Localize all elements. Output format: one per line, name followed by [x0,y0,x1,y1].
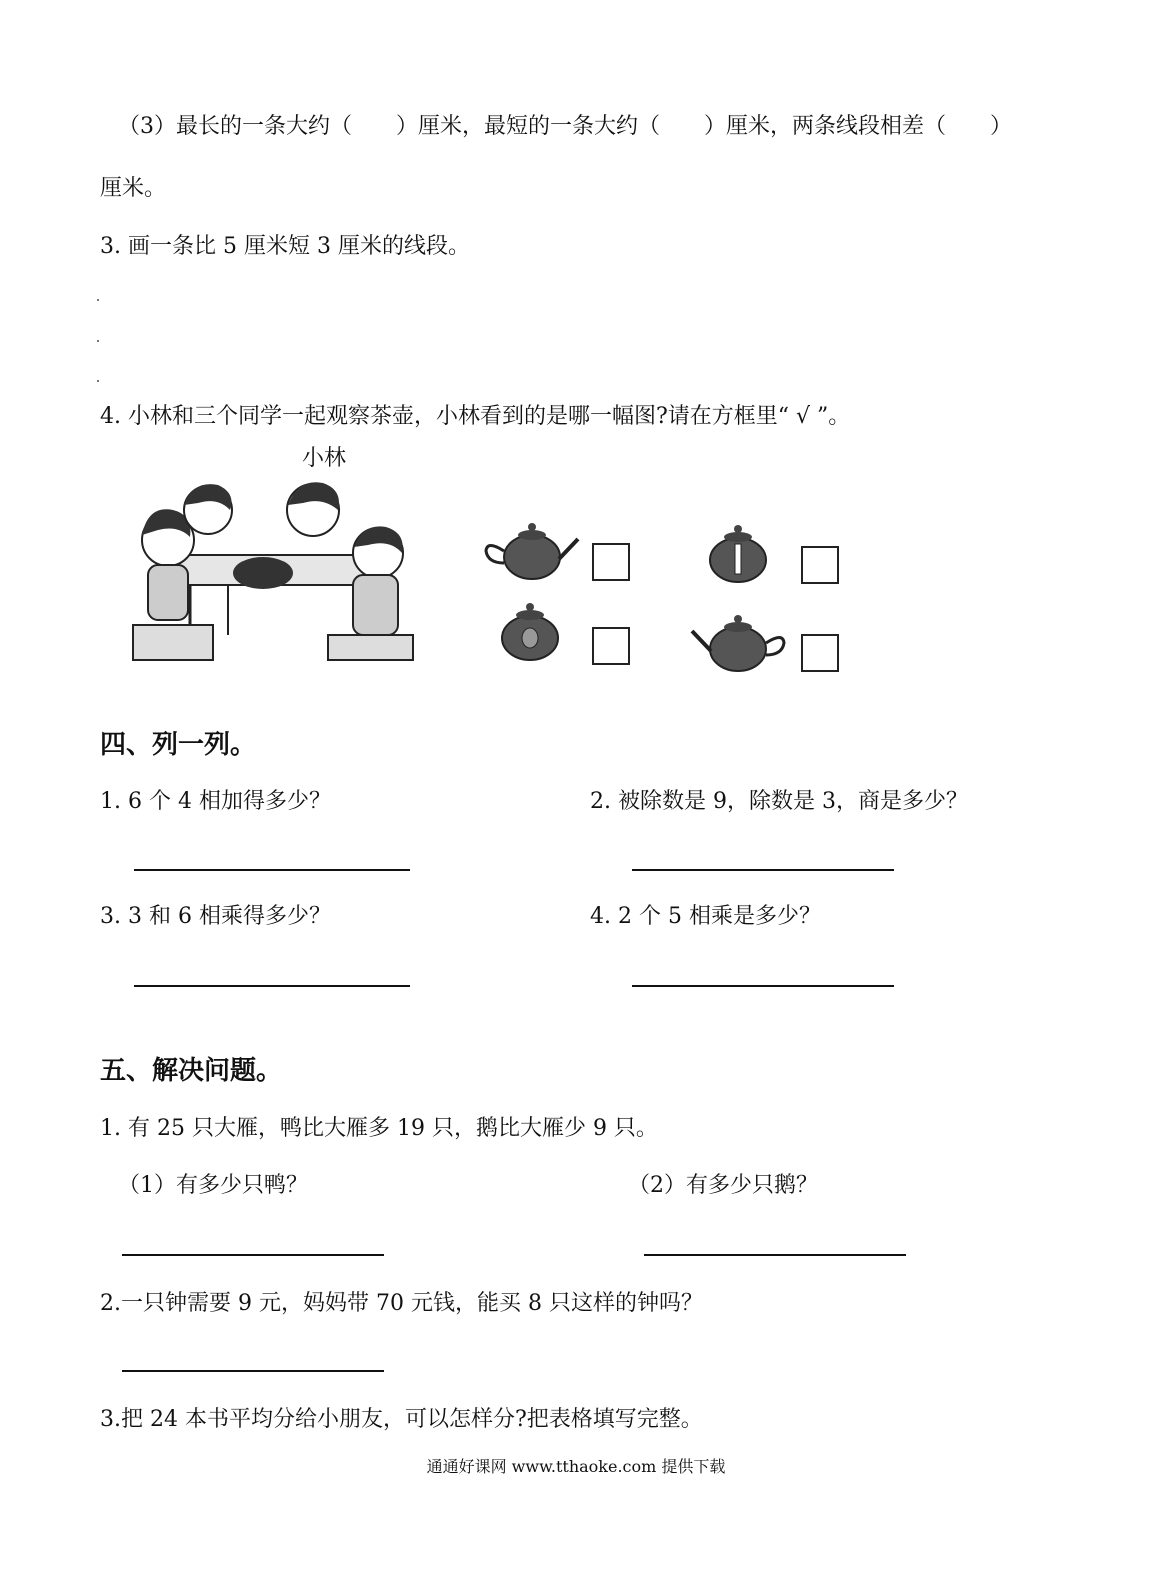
answer-line-4-2[interactable] [632,869,894,871]
section-4-item-2: 2. 被除数是 9，除数是 3，商是多少？ [590,789,968,814]
section-5-title: 五、解决问题。 [100,1056,283,1086]
checkbox-option-4[interactable] [801,634,839,672]
footer-source: 通通好课网 www.tthaoke.com 提供下载 [426,1457,726,1476]
xiaolin-label: 小林 [302,446,347,471]
teapot-side-view-option-4 [688,607,788,677]
section-5-question-1: 1. 有 25 只大雁，鸭比大雁多 19 只，鹅比大雁少 9 只。 [100,1116,658,1141]
answer-line-5-1-2[interactable] [644,1254,906,1256]
section-4-item-1: 1. 6 个 4 相加得多少？ [100,789,331,814]
teapot-front-view-option-3 [495,598,565,663]
question-3: 3. 画一条比 5 厘米短 3 厘米的线段。 [100,234,470,259]
answer-line-5-2[interactable] [122,1370,384,1372]
answer-line-4-3[interactable] [134,985,410,987]
answer-line-5-1-1[interactable] [122,1254,384,1256]
section-4-item-4: 4. 2 个 5 相乘是多少？ [590,904,821,929]
answer-line-4-1[interactable] [134,869,410,871]
children-table-illustration [128,475,418,665]
section-4-title: 四、列一列。 [100,730,257,760]
scan-dot [97,380,99,382]
checkbox-option-2[interactable] [801,546,839,584]
checkbox-option-1[interactable] [592,543,630,581]
teapot-side-view-option-1 [482,515,582,585]
checkbox-option-3[interactable] [592,627,630,665]
scan-dot [97,340,99,342]
question-2-3-line1: （3）最长的一条大约（ ）厘米，最短的一条大约（ ）厘米，两条线段相差（ ） [118,114,1013,139]
section-5-question-1-sub-1: （1）有多少只鸭？ [118,1173,308,1198]
section-5-question-1-sub-2: （2）有多少只鹅？ [628,1173,818,1198]
answer-line-4-4[interactable] [632,985,894,987]
scan-dot [97,299,99,301]
teapot-back-view-option-2 [703,520,773,585]
section-5-question-3: 3.把 24 本书平均分给小朋友，可以怎样分?把表格填写完整。 [100,1407,703,1432]
section-5-question-2: 2.一只钟需要 9 元，妈妈带 70 元钱，能买 8 只这样的钟吗？ [100,1291,703,1316]
question-4: 4. 小林和三个同学一起观察茶壶，小林看到的是哪一幅图?请在方框里“ √ ”。 [100,404,851,429]
question-2-3-line2: 厘米。 [100,176,167,201]
section-4-item-3: 3. 3 和 6 相乘得多少？ [100,904,331,929]
